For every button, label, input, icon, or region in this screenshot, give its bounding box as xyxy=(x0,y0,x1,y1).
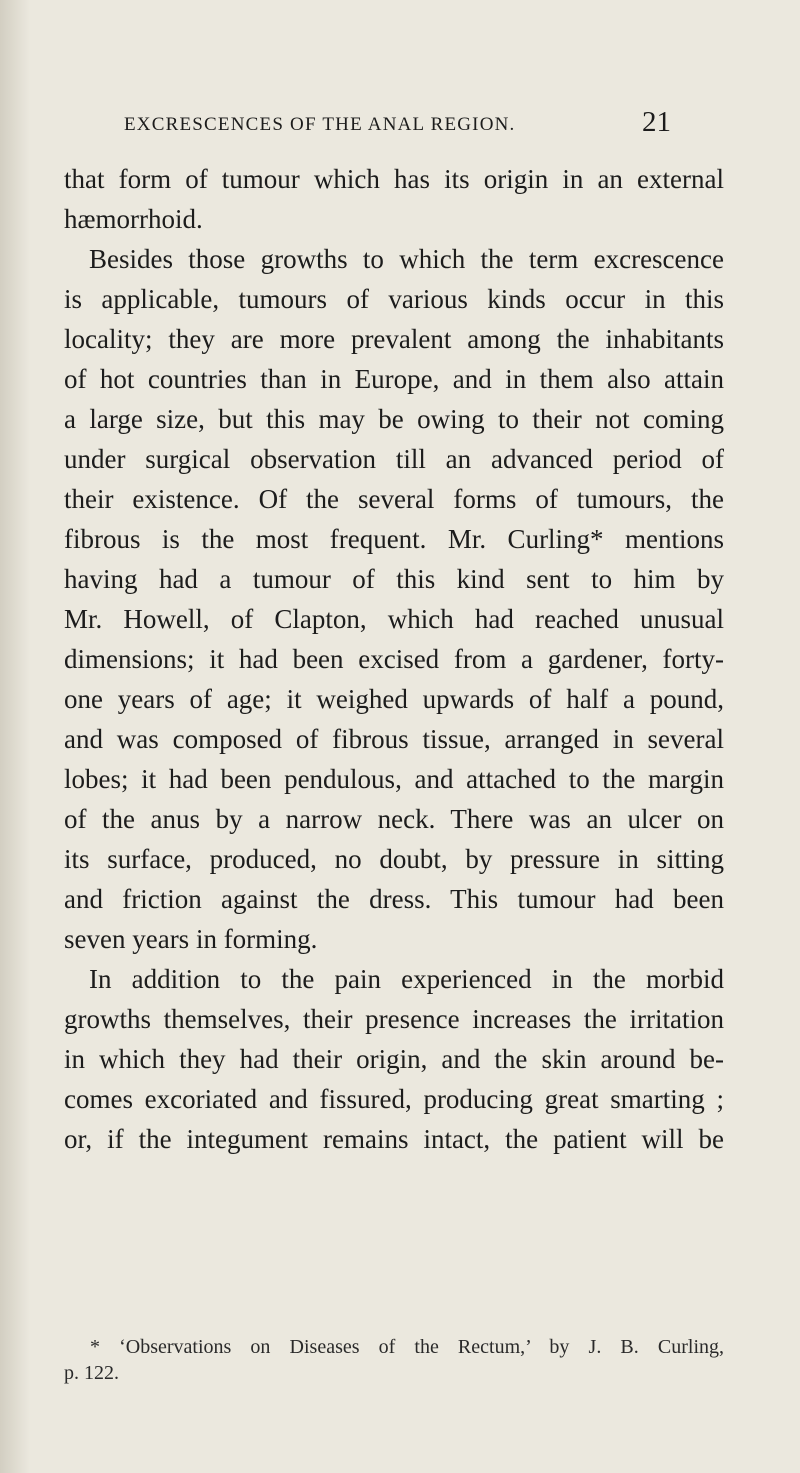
text-line: dimensions; it had been excised from a gardener, forty- xyxy=(64,644,724,674)
binding-shadow xyxy=(0,0,30,1473)
text-line: In addition to the pain experienced in the morbid xyxy=(89,964,724,994)
text-line: is applicable, tumours of various kinds occur in this xyxy=(64,284,724,314)
footnote-line: p. 122. xyxy=(64,1362,119,1384)
page-header xyxy=(0,108,800,148)
text-line: lobes; it had been pendulous, and attached to the margin xyxy=(64,764,724,794)
text-line: locality; they are more prevalent among the inhabitants xyxy=(64,324,724,354)
text-line: and friction against the dress. This tumour had been xyxy=(64,884,724,914)
text-line: Besides those growths to which the term excrescence xyxy=(89,244,724,274)
text-line: under surgical observation till an advanced period of xyxy=(64,444,724,474)
text-line: or, if the integument remains intact, the patient will be xyxy=(64,1124,724,1154)
text-line: its surface, produced, no doubt, by pressure in sitting xyxy=(64,844,724,874)
text-line: that form of tumour which has its origin in an external xyxy=(64,164,724,194)
text-line: comes excoriated and fissured, producing great smarting ; xyxy=(64,1084,724,1114)
text-line: having had a tumour of this kind sent to him by xyxy=(64,564,724,594)
text-line: their existence. Of the several forms of tumours, the xyxy=(64,484,724,514)
text-line: a large size, but this may be owing to their not coming xyxy=(64,404,724,434)
text-line: one years of age; it weighed upwards of half a pound, xyxy=(64,684,724,714)
text-line: of hot countries than in Europe, and in them also attain xyxy=(64,364,724,394)
text-line: in which they had their origin, and the skin around be- xyxy=(64,1044,724,1074)
text-line: of the anus by a narrow neck. There was an ulcer on xyxy=(64,804,724,834)
text-line: growths themselves, their presence increases the irritation xyxy=(64,1004,724,1034)
text-line: seven years in forming. xyxy=(64,924,318,954)
footnote-line: * ‘Observations on Diseases of the Rectum,’ by J. B. Curling, xyxy=(90,1336,724,1358)
page-number: 21 xyxy=(642,106,671,138)
text-line: Mr. Howell, of Clapton, which had reached unusual xyxy=(64,604,724,634)
text-line: fibrous is the most frequent. Mr. Curling* mentions xyxy=(64,524,724,554)
text-line: hæmorrhoid. xyxy=(64,204,203,234)
running-head: EXCRESCENCES OF THE ANAL REGION. xyxy=(124,114,516,135)
text-line: and was composed of fibrous tissue, arranged in several xyxy=(64,724,724,754)
